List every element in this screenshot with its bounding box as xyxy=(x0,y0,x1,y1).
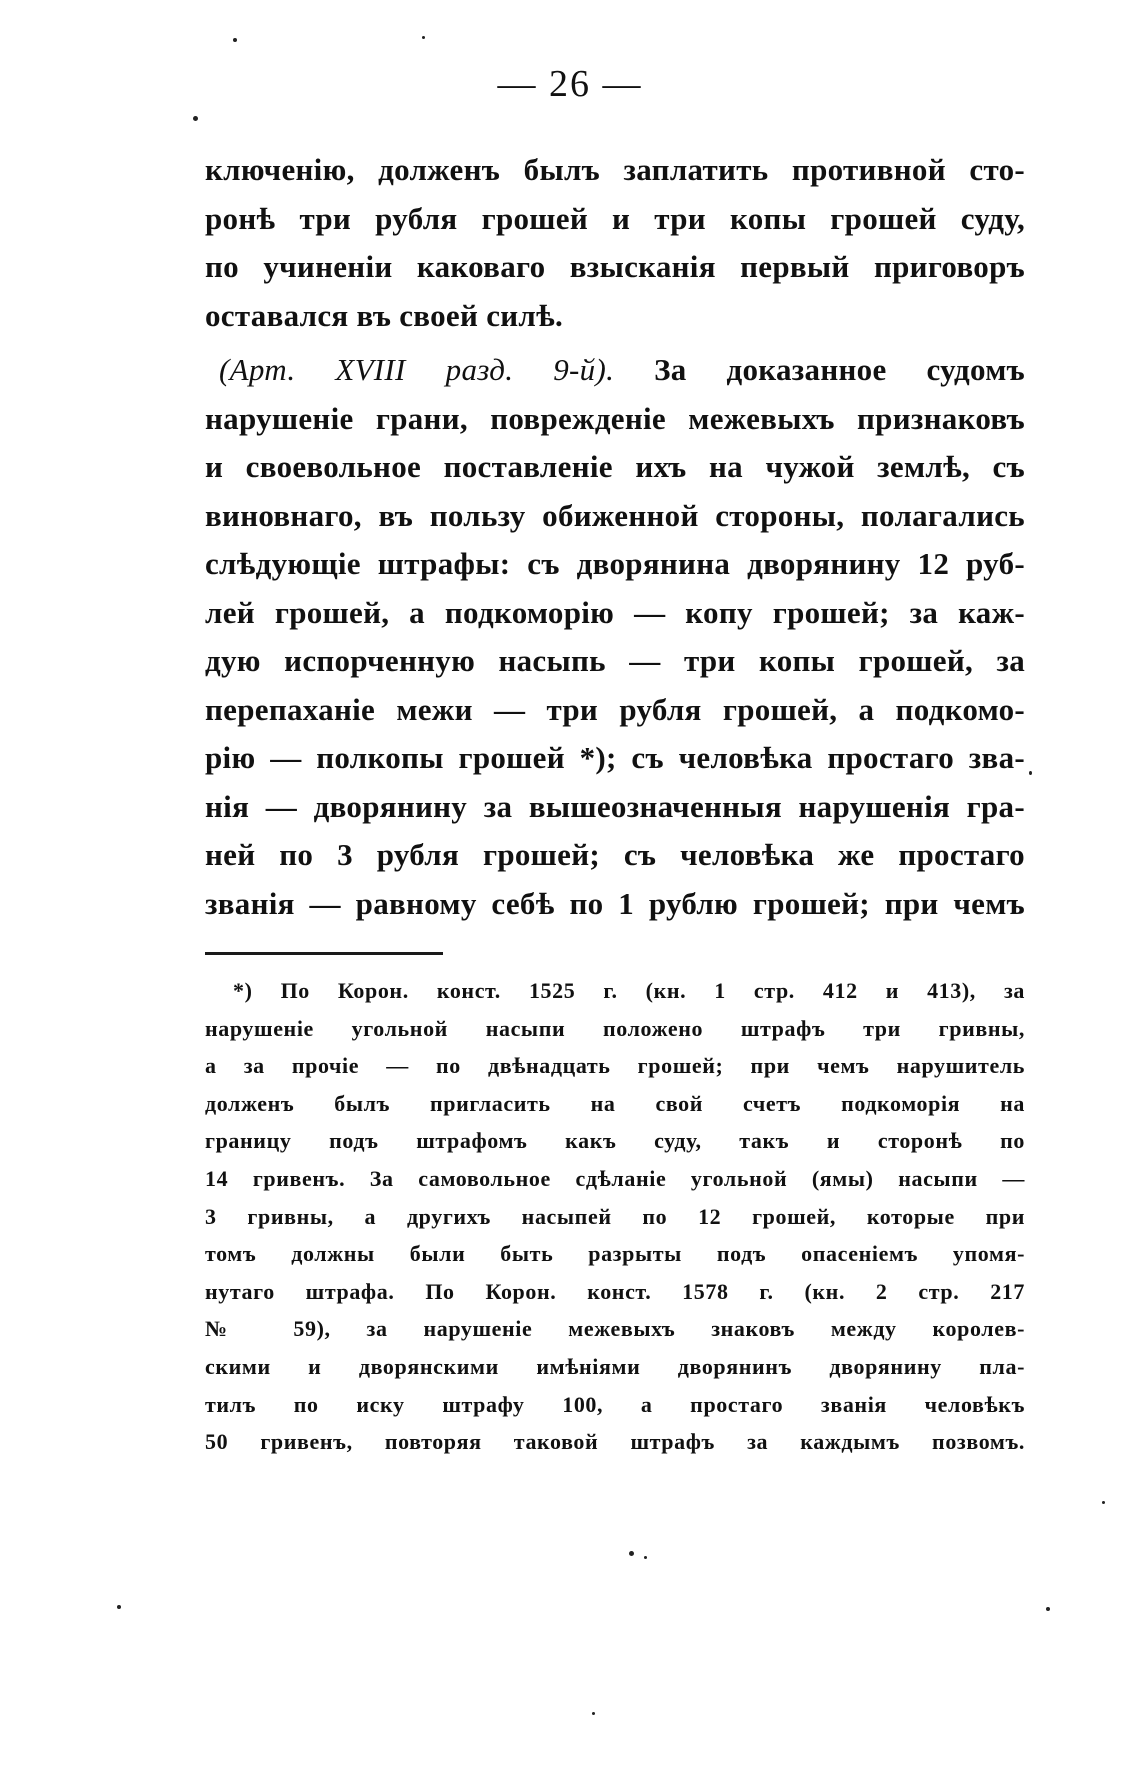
scan-speck xyxy=(644,1556,647,1559)
footnote-line: 14 гривенъ. За самовольное сдѣланіе угольной (ямы) насыпи — xyxy=(205,1165,1025,1191)
footnote-line: *) По Корон. конст. 1525 г. (кн. 1 стр. 412 и 413), за xyxy=(233,978,1025,1003)
article-line: дую испорченную насыпь — три копы грошей, за xyxy=(205,643,1025,678)
scan-speck xyxy=(1029,771,1032,775)
scan-speck xyxy=(629,1551,634,1556)
footnote-line: тилъ по иску штрафу 100, а простаго званія человѣкъ xyxy=(205,1391,1025,1417)
scan-speck xyxy=(422,36,425,39)
footnote-line: нутаго штрафа. По Корон. конст. 1578 г. (кн. 2 стр. 217 xyxy=(205,1278,1025,1304)
scan-speck xyxy=(592,1712,595,1715)
footnote-line: нарушеніе угольной насыпи положено штрафъ три гривны, xyxy=(205,1015,1025,1041)
footnote-divider xyxy=(205,952,443,955)
footnote-line: долженъ былъ пригласить на свой счетъ подкоморія на xyxy=(205,1090,1025,1116)
article-reference: (Арт. XVIII разд. 9-й). xyxy=(219,352,615,387)
article-line: перепаханіе межи — три рубля грошей, а подкомо- xyxy=(205,691,1025,727)
article-line: ней по 3 рубля грошей; съ человѣка же простаго xyxy=(205,837,1025,872)
article-line: нарушеніе грани, поврежденіе межевыхъ признаковъ xyxy=(205,400,1025,436)
main-line: ронѣ три рубля грошей и три копы грошей суду, xyxy=(205,200,1025,236)
article-line: званія — равному себѣ по 1 рублю грошей; при чемъ xyxy=(205,885,1025,921)
article-line: виновнаго, въ пользу обиженной стороны, полагались xyxy=(205,497,1025,533)
footnote-line: 3 гривны, а другихъ насыпей по 12 грошей, которые при xyxy=(205,1203,1025,1229)
footnote-line: а за прочіе — по двѣнадцать грошей; при чемъ нарушитель xyxy=(205,1053,1025,1079)
main-line: ключенію, долженъ былъ заплатить противной сто- xyxy=(205,152,1025,187)
article-line: лей грошей, а подкоморію — копу грошей; за каж- xyxy=(205,594,1025,630)
scan-speck xyxy=(193,116,198,121)
main-line: оставался въ своей силѣ. xyxy=(205,297,564,333)
scan-speck xyxy=(117,1605,121,1609)
footnote-line: томъ должны были быть разрыты подъ опасеніемъ упомя- xyxy=(205,1241,1025,1267)
article-line: нія — дворянину за вышеозначенныя нарушенія гра- xyxy=(205,788,1025,824)
article-line: слѣдующіе штрафы: съ дворянина дворянину 12 руб- xyxy=(205,546,1025,581)
article-line: и своевольное поставленіе ихъ на чужой землѣ, съ xyxy=(205,449,1025,484)
article-line: рію — полкопы грошей *); съ человѣка простаго зва- xyxy=(205,740,1025,775)
scan-speck xyxy=(1102,1501,1105,1504)
main-line: по учиненіи каковаго взысканія первый приговоръ xyxy=(205,249,1025,284)
footnote-line: скими и дворянскими имѣніями дворянинъ дворянину пла- xyxy=(205,1353,1025,1379)
page-number: — 26 — xyxy=(497,63,643,105)
article-first-line-text: За доказанное судомъ xyxy=(654,352,1025,387)
footnote-line: 50 гривенъ, повторяя таковой штрафъ за каждымъ позвомъ. xyxy=(205,1429,1025,1455)
main-text xyxy=(205,146,1025,928)
scan-speck xyxy=(233,38,237,42)
footnote-line: границу подъ штрафомъ какъ суду, такъ и сторонѣ по xyxy=(205,1128,1025,1154)
article-first-line xyxy=(205,346,1025,395)
footnote-line: № 59), за нарушеніе межевыхъ знаковъ между королев- xyxy=(205,1316,1025,1342)
footnote xyxy=(205,972,1025,1461)
scan-speck xyxy=(1046,1607,1050,1611)
